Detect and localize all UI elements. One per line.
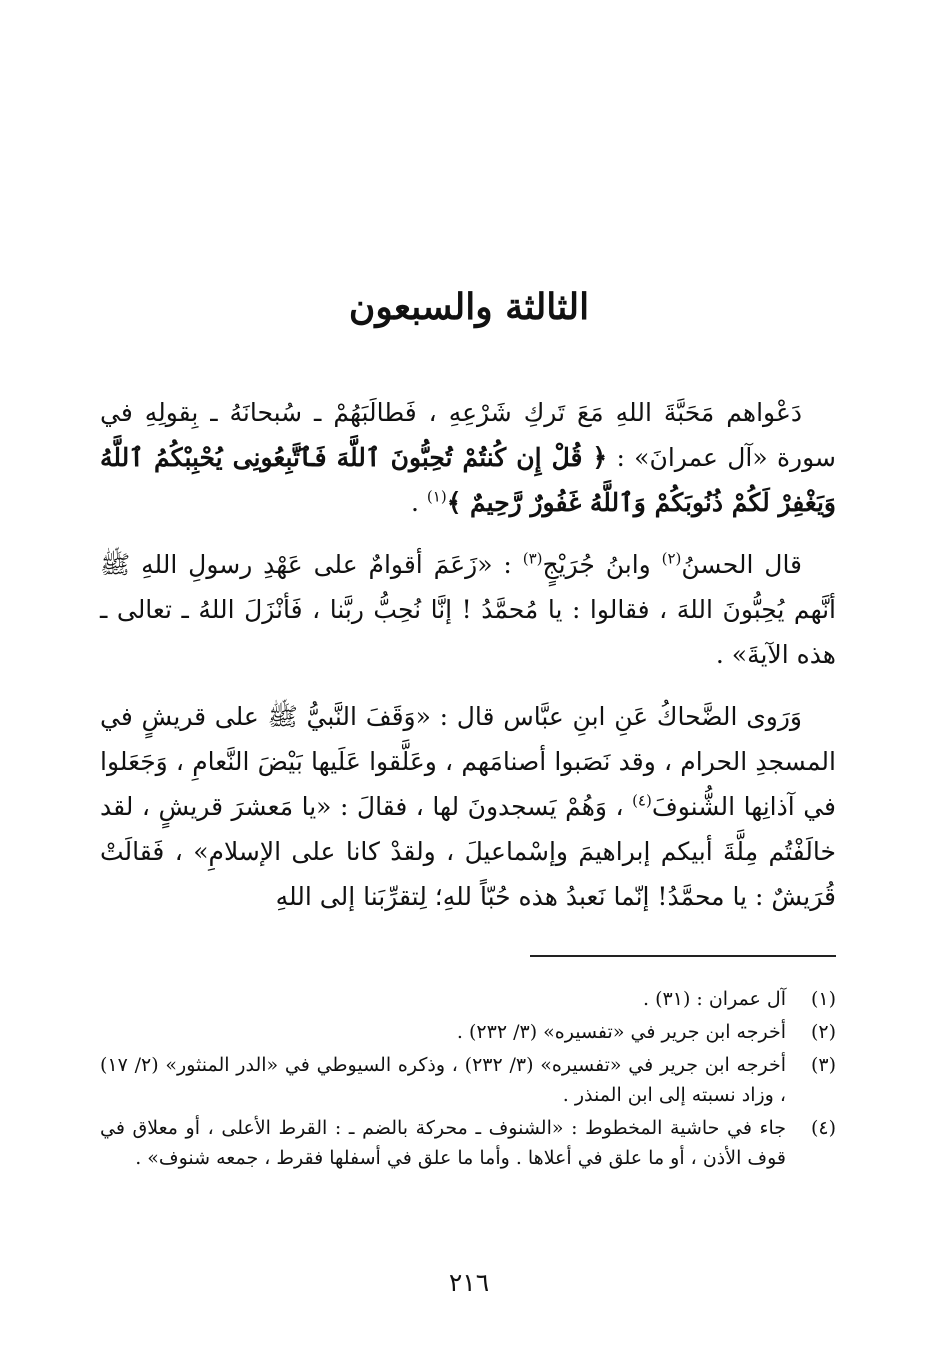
- footnote-ref-2[interactable]: (٢): [661, 549, 682, 568]
- footnote-number: (٤): [810, 1117, 836, 1139]
- footnote-text: جاء في حاشية المخطوط : «الشنوف ـ محركة بالضم ـ : القرط الأعلى ، أو معلاق في قوف الأذن ، أو ما علق في أعلاها . وأما ما علق في أسفلها فقرط ، جمعه شنوف» .: [100, 1117, 786, 1169]
- footnote-number: (٢): [810, 1021, 836, 1043]
- quran-verse: ﴿ قُلْ إِن كُنتُمْ تُحِبُّونَ ٱللَّهَ فَٱتَّبِعُونِى يُحْبِبْكُمُ ٱللَّهُ وَيَغْفِرْ لَكُمْ ذُنُوبَكُمْ وَٱللَّهُ غَفُورٌ رَّحِيمٌ ﴾: [100, 443, 836, 517]
- footnote-4: [100, 1113, 836, 1173]
- footnotes-section: [100, 984, 836, 1176]
- paragraph-2-part-a: قال الحسنُ: [681, 550, 803, 579]
- footnote-divider: [530, 955, 836, 957]
- footnote-number: (٣): [810, 1054, 836, 1076]
- footnote-ref-3[interactable]: (٣): [522, 549, 543, 568]
- footnote-1: [100, 984, 836, 1014]
- page-number: ٢١٦: [448, 1268, 490, 1297]
- footnote-number: (١): [810, 988, 836, 1010]
- paragraph-3: [100, 694, 836, 919]
- footnote-text: آل عمران : (٣١) .: [643, 988, 786, 1010]
- footnote-ref-4[interactable]: (٤): [632, 791, 652, 810]
- paragraph-1-surah-label: «آل عمرانَ» :: [607, 443, 768, 472]
- footnote-text: أخرجه ابن جرير في «تفسيره» (٣/ ٢٣٢) ، وذكره السيوطي في «الدر المنثور» (٢/ ١٧) ، وزاد نسبته إلى ابن المنذر .: [100, 1054, 786, 1106]
- footnote-2: [100, 1017, 836, 1047]
- paragraph-2-part-c: : «زَعَمَ أقوامٌ على عَهْدِ رسولِ اللهِ ﷺ أنَّهم يُحِبُّونَ اللهَ ، فقالوا : يا مُحمَّدُ ! إنَّا نُحِبُّ ربَّنا ، فَأنْزَلَ اللهُ ـ تعالى ـ هذه الآيةَ» .: [100, 550, 836, 669]
- paragraph-2-part-b: وابنُ جُرَيْجٍ: [542, 550, 662, 579]
- footnote-ref-1[interactable]: (١): [426, 487, 447, 506]
- footnote-3: [100, 1050, 836, 1110]
- chapter-title: الثالثة والسبعون: [348, 286, 590, 328]
- paragraph-1-end: .: [411, 488, 427, 517]
- paragraph-3-part-b: ، وَهُمْ يَسجدونَ لها ، فقالَ : «يا مَعشرَ قريشٍ ، لقد خالَفْتُم مِلَّةَ أبيكم إبراهيمَ وإسْماعيلَ ، ولقدْ كانا على الإسلامِ» ، فَقالَتْ قُرَيشٌ : يا محمَّدُ! إنّما نَعبدُ هذه حُبّاً للهِ؛ لِتقرِّبَنا إلى اللهِ: [100, 792, 836, 911]
- paragraph-1-line-1: دَعْواهم مَحَبَّةَ اللهِ مَعَ تَركِ شَرْعِهِ ، فَطالَبَهُمْ ـ سُبحانَهُ ـ بِقولِهِ في سورة: [100, 398, 836, 472]
- paragraph-3-part-a: وَرَوى الضَّحاكُ عَنِ ابنِ عبَّاس قال : «وَقَفَ النَّبيُّ ﷺ على قريشٍ في المسجدِ الحرام ، وقد نَصَبوا أصنامَهم ، وعَلَّقوا عَلَيها بَيْضَ النَّعامِ ، وَجَعَلوا في آذانِها الشُّنوفَ: [100, 702, 837, 821]
- paragraph-2: [100, 542, 836, 677]
- footnote-text: أخرجه ابن جرير في «تفسيره» (٣/ ٢٣٢) .: [456, 1021, 786, 1043]
- paragraph-1: [100, 390, 836, 525]
